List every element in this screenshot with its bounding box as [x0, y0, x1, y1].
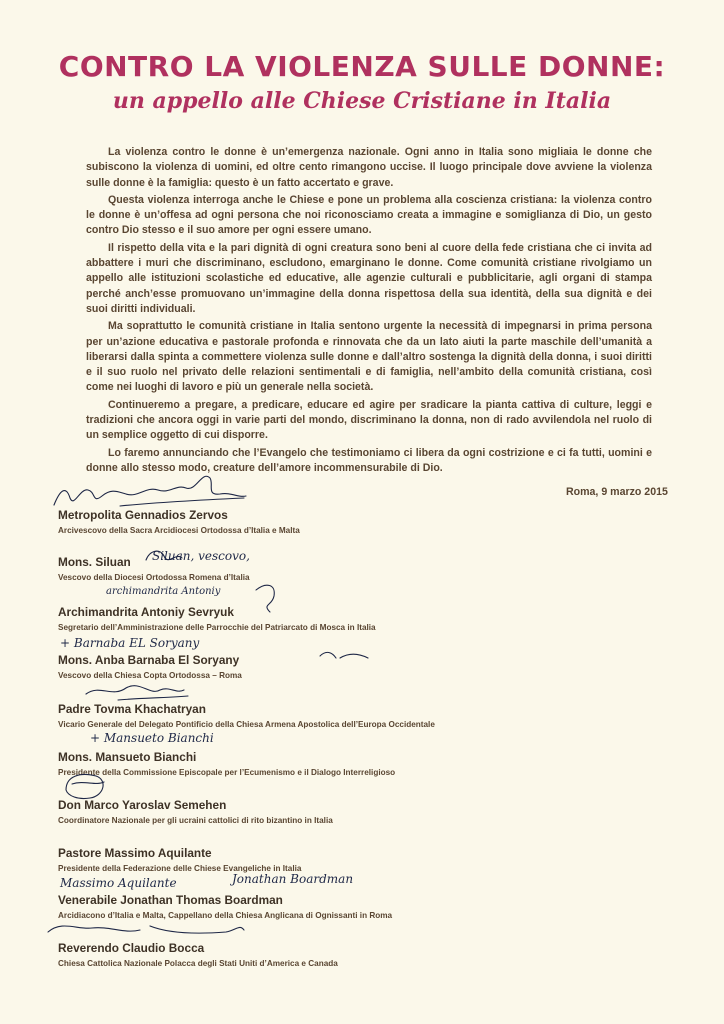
- signatory: [58, 508, 678, 537]
- handwriting-aquilante: Massimo Aquilante: [60, 876, 177, 890]
- signatory: [58, 941, 678, 970]
- signatory-name: Mons. Mansueto Bianchi: [58, 750, 197, 764]
- signatory-role: Presidente della Commissione Episcopale per l’Ecumenismo e il Dialogo Interreligioso: [58, 768, 396, 777]
- signatory-role: Vicario Generale del Delegato Pontificio della Chiesa Armena Apostolica dell’Europa Occidentale: [58, 720, 435, 729]
- handwriting-antoniy: archimandrita Antoniy: [106, 586, 221, 597]
- signatory: [58, 653, 678, 682]
- signatory-name: Reverendo Claudio Bocca: [58, 941, 205, 955]
- signatory: [58, 893, 678, 922]
- signatory-name: Archimandrita Antoniy Sevryuk: [58, 605, 234, 619]
- signatory: [58, 605, 678, 634]
- handwriting-siluan: Siluan, vescovo,: [152, 549, 250, 563]
- signatory-role: Arcivescovo della Sacra Arcidiocesi Ortodossa d’Italia e Malta: [58, 526, 300, 535]
- appeal-text: [86, 145, 652, 478]
- signatory-name: Padre Tovma Khachatryan: [58, 702, 206, 716]
- signatory-role: Vescovo della Diocesi Ortodossa Romena d’Italia: [58, 573, 250, 582]
- signatory-name: Mons. Siluan: [58, 555, 131, 569]
- signatory-role: Segretario dell’Amministrazione delle Parrocchie del Patriarcato di Mosca in Italia: [58, 623, 376, 632]
- dateline: Roma, 9 marzo 2015: [566, 486, 668, 498]
- document-subtitle: un appello alle Chiese Cristiane in Italia: [112, 88, 612, 114]
- signatory-name: Mons. Anba Barnaba El Soryany: [58, 653, 240, 667]
- signatory: [58, 702, 678, 731]
- signature-zervos: [120, 498, 244, 506]
- paragraph: Il rispetto della vita e la pari dignità di ogni creatura sono beni al cuore della fede cristiana che ci invita ad abbattere i muri che discriminano, escludono, emarginano le donne. Come comunità cristiane rivolgiamo un appello alle istituzioni scolastiche ed educative, alle agenzie culturali e pubblicitarie, agli organi di stampa perché anch’esse promuovano un’immagine della donna rispettosa della sua identità, della sua dignità e dei suoi diritti individuali.: [86, 241, 652, 315]
- signatory-name: Pastore Massimo Aquilante: [58, 846, 212, 860]
- handwriting-barnaba: + Barnaba EL Soryany: [60, 636, 200, 650]
- paragraph: Continueremo a pregare, a predicare, educare ed agire per sradicare la pianta cattiva di culture, leggi e tradizioni che ancora oggi in varie parti del mondo, discriminano la donna, non di rado avvilendola nel ruolo di un semplice oggetto di cui disporre.: [86, 398, 652, 442]
- signatory: [58, 798, 678, 827]
- paragraph: Ma soprattutto le comunità cristiane in Italia sentono urgente la necessità di impegnarsi in prima persona per un’azione educativa e pastorale profonda e rinnovata che da un lato aiuti la parte maschile dell’umanità a liberarsi dalla spinta a commettere violenza sulle donne e dall’altro sostenga la dignità della donna, i suoi diritti e il suo ruolo nel privato delle relazioni sentimentali e di famiglia, nell’ambito della comunità cristiana, così come nei luoghi di lavoro e più un generale nella società.: [86, 320, 652, 394]
- document-title: CONTRO LA VIOLENZA SULLE DONNE:: [58, 50, 666, 83]
- signatory: [58, 846, 678, 875]
- signature-tovma: [86, 686, 184, 694]
- signatory-name: Don Marco Yaroslav Semehen: [58, 798, 227, 812]
- signatory-name: Venerabile Jonathan Thomas Boardman: [58, 893, 283, 907]
- signatory-name: Metropolita Gennadios Zervos: [58, 508, 228, 522]
- signatory-role: Arcidiacono d’Italia e Malta, Cappellano della Chiesa Anglicana di Ognissanti in Roma: [58, 911, 393, 920]
- signatory: [58, 555, 678, 584]
- paragraph: Questa violenza interroga anche le Chiese e pone un problema alla coscienza cristiana: la violenza contro le donne è un’offesa ad ogni persona che noi riconosciamo creata a immagine e somiglianza di Dio, un gesto contro Dio stesso e il suo amore per ogni essere umano.: [86, 193, 652, 237]
- signature-zervos: [54, 476, 246, 505]
- signature-bocca: [48, 926, 244, 933]
- signatory-role: Vescovo della Chiesa Copta Ortodossa – Roma: [58, 671, 242, 680]
- signatory-role: Coordinatore Nazionale per gli ucraini cattolici di rito bizantino in Italia: [58, 816, 333, 825]
- handwriting-boardman: Jonathan Boardman: [232, 872, 354, 886]
- paragraph: La violenza contro le donne è un’emergenza nazionale. Ogni anno in Italia sono migliaia le donne che subiscono la violenza di uomini, ed oltre cento rimangono uccise. Il luogo principale dove avviene la violenza sulle donne è la famiglia: questo è un fatto accertato e grave.: [86, 146, 652, 189]
- paragraph: Lo faremo annunciando che l’Evangelo che testimoniamo ci libera da ogni costrizione e ci fa tutti, uomini e donne allo stesso modo, creature dell’amore incommensurabile di Dio.: [86, 446, 652, 474]
- signatory-role: Chiesa Cattolica Nazionale Polacca degli Stati Uniti d’America e Canada: [58, 959, 338, 968]
- signatory: [58, 750, 678, 779]
- handwriting-bianchi: + Mansueto Bianchi: [90, 731, 214, 745]
- signature-tovma: [118, 696, 188, 700]
- signatory-role: Presidente della Federazione delle Chiese Evangeliche in Italia: [58, 864, 302, 873]
